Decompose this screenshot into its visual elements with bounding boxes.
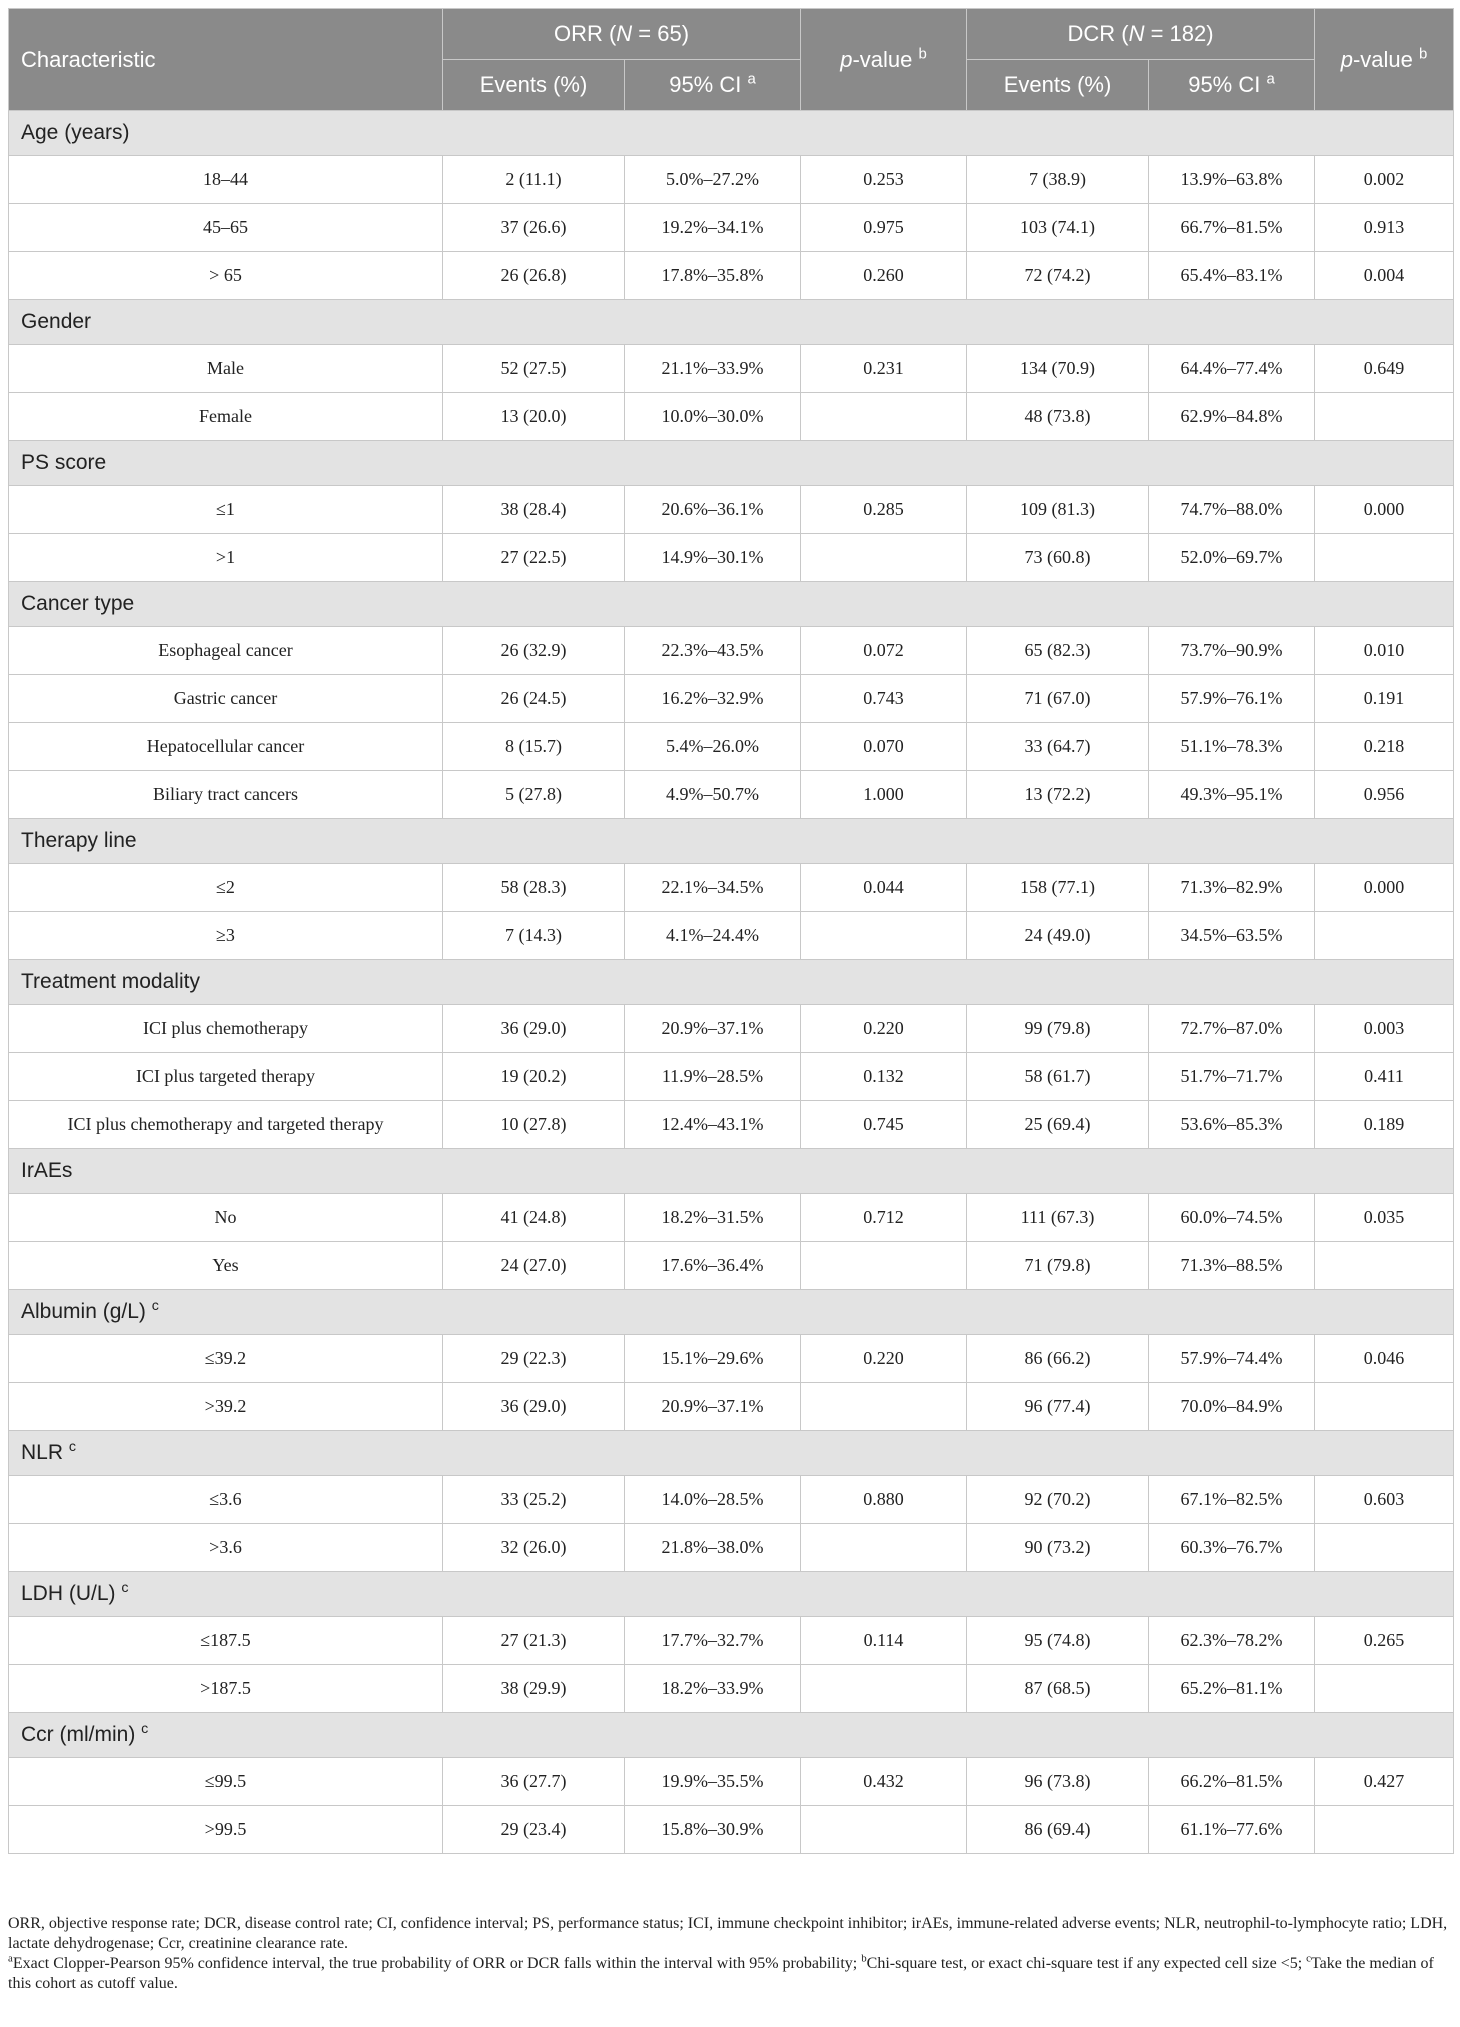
cell-subgroup: > 65 [9,252,443,300]
cell-dcr-pvalue: 0.427 [1315,1758,1454,1806]
cell-dcr-pvalue [1315,393,1454,441]
footnote-superscripts: $^a$Exact Clopper-Pearson 95% confidence interval, the true probability of ORR or DCR falls within the interval with 95% probability; $^b$Chi-square test, or exact chi-square test if any expected cell size <5; $^c$Take the median of this cohort as cutoff value. [8,1952,1434,1992]
cell-dcr-pvalue: 0.003 [1315,1005,1454,1053]
group-label-footnote-mark: c [68,1439,76,1455]
cell-orr-events: 10 (27.8) [443,1101,625,1149]
cell-orr-pvalue [801,912,967,960]
cell-orr-events: 24 (27.0) [443,1242,625,1290]
cell-dcr-ci: 64.4%–77.4% [1149,345,1315,393]
group-label [9,1290,1454,1335]
cell-orr-ci: 10.0%–30.0% [625,393,801,441]
cell-dcr-pvalue [1315,534,1454,582]
cell-dcr-events: 58 (61.7) [967,1053,1149,1101]
cell-orr-ci: 14.9%–30.1% [625,534,801,582]
cell-orr-events: 32 (26.0) [443,1524,625,1572]
cell-dcr-pvalue: 0.218 [1315,723,1454,771]
cell-dcr-pvalue [1315,1383,1454,1431]
cell-orr-ci: 22.3%–43.5% [625,627,801,675]
cell-orr-ci: 18.2%–31.5% [625,1194,801,1242]
cell-orr-pvalue: 0.231 [801,345,967,393]
cell-orr-events: 8 (15.7) [443,723,625,771]
header-characteristic: Characteristic [9,9,443,111]
cell-orr-events: 38 (28.4) [443,486,625,534]
cell-dcr-events: 111 (67.3) [967,1194,1149,1242]
table-row [9,912,1454,960]
cell-subgroup: Hepatocellular cancer [9,723,443,771]
cell-dcr-pvalue: 0.046 [1315,1335,1454,1383]
cell-orr-events: 19 (20.2) [443,1053,625,1101]
cell-orr-pvalue [801,1806,967,1854]
cell-dcr-events: 90 (73.2) [967,1524,1149,1572]
cell-orr-ci: 17.6%–36.4% [625,1242,801,1290]
cell-dcr-pvalue: 0.191 [1315,675,1454,723]
cell-dcr-events: 7 (38.9) [967,156,1149,204]
cell-orr-ci: 11.9%–28.5% [625,1053,801,1101]
cell-subgroup: Gastric cancer [9,675,443,723]
table-row [9,1617,1454,1665]
table-row [9,1005,1454,1053]
cell-dcr-pvalue: 0.004 [1315,252,1454,300]
cell-subgroup: Esophageal cancer [9,627,443,675]
cell-dcr-ci: 49.3%–95.1% [1149,771,1315,819]
cell-orr-events: 7 (14.3) [443,912,625,960]
cell-orr-events: 36 (29.0) [443,1005,625,1053]
header-orr: ORR (N = 65) [443,9,801,60]
group-label-text: Gender [21,310,92,333]
cell-orr-pvalue: 1.000 [801,771,967,819]
cell-dcr-ci: 71.3%–88.5% [1149,1242,1315,1290]
cell-orr-ci: 19.2%–34.1% [625,204,801,252]
header-orr-ci: 95% CI $^a$ [625,60,801,111]
cell-dcr-events: 99 (79.8) [967,1005,1149,1053]
cell-orr-pvalue: 0.285 [801,486,967,534]
cell-dcr-pvalue: 0.265 [1315,1617,1454,1665]
header-dcr-ci: 95% CI $^a$ [1149,60,1315,111]
cell-orr-ci: 20.9%–37.1% [625,1005,801,1053]
group-label [9,1149,1454,1194]
cell-dcr-ci: 65.2%–81.1% [1149,1665,1315,1713]
cell-dcr-ci: 57.9%–76.1% [1149,675,1315,723]
cell-orr-pvalue [801,1665,967,1713]
cell-dcr-ci: 34.5%–63.5% [1149,912,1315,960]
cell-subgroup: ≤39.2 [9,1335,443,1383]
cell-dcr-ci: 72.7%–87.0% [1149,1005,1315,1053]
cell-subgroup: Biliary tract cancers [9,771,443,819]
cell-orr-ci: 21.8%–38.0% [625,1524,801,1572]
group-label [9,300,1454,345]
cell-dcr-ci: 60.0%–74.5% [1149,1194,1315,1242]
cell-dcr-pvalue: 0.411 [1315,1053,1454,1101]
cell-orr-pvalue [801,534,967,582]
cell-orr-pvalue: 0.880 [801,1476,967,1524]
cell-dcr-pvalue: 0.010 [1315,627,1454,675]
group-header-row [9,1431,1454,1476]
cell-orr-pvalue [801,1383,967,1431]
cell-orr-ci: 19.9%–35.5% [625,1758,801,1806]
table-header [9,9,1454,111]
cell-orr-ci: 20.9%–37.1% [625,1383,801,1431]
cell-dcr-events: 92 (70.2) [967,1476,1149,1524]
table-row [9,1758,1454,1806]
cell-orr-ci: 18.2%–33.9% [625,1665,801,1713]
cell-subgroup: >39.2 [9,1383,443,1431]
cell-orr-pvalue [801,1242,967,1290]
cell-orr-events: 13 (20.0) [443,393,625,441]
cell-dcr-events: 158 (77.1) [967,864,1149,912]
cell-orr-events: 37 (26.6) [443,204,625,252]
table-row [9,1476,1454,1524]
cell-dcr-pvalue: 0.603 [1315,1476,1454,1524]
header-dcr: DCR (N = 182) [967,9,1315,60]
cell-orr-events: 27 (22.5) [443,534,625,582]
footnote-abbreviations: ORR, objective response rate; DCR, disease control rate; CI, confidence interval; PS, performance status; ICI, immune checkpoint inhibitor; irAEs, immune-related adverse events; NLR, neutrophil-to-lymphocyte ratio; LDH, lactate dehydrogenase; Ccr, creatinine clearance rate. [8,1915,1448,1952]
cell-subgroup: Yes [9,1242,443,1290]
cell-orr-events: 33 (25.2) [443,1476,625,1524]
group-header-row [9,819,1454,864]
cell-dcr-pvalue [1315,1242,1454,1290]
cell-dcr-ci: 66.7%–81.5% [1149,204,1315,252]
group-label-text: Age (years) [21,121,130,144]
cell-dcr-events: 96 (73.8) [967,1758,1149,1806]
cell-orr-pvalue: 0.132 [801,1053,967,1101]
cell-orr-ci: 21.1%–33.9% [625,345,801,393]
cell-orr-ci: 15.1%–29.6% [625,1335,801,1383]
group-label [9,819,1454,864]
group-label-footnote-mark: c [141,1721,149,1737]
cell-dcr-events: 134 (70.9) [967,345,1149,393]
cell-orr-events: 41 (24.8) [443,1194,625,1242]
cell-dcr-pvalue: 0.000 [1315,486,1454,534]
group-header-row [9,960,1454,1005]
cell-dcr-events: 86 (66.2) [967,1335,1149,1383]
cell-dcr-pvalue [1315,1806,1454,1854]
cell-orr-events: 2 (11.1) [443,156,625,204]
results-table [8,8,1454,1854]
group-header-row [9,111,1454,156]
header-dcr-events: Events (%) [967,60,1149,111]
cell-orr-pvalue: 0.975 [801,204,967,252]
cell-subgroup: Male [9,345,443,393]
group-label [9,1572,1454,1617]
cell-dcr-ci: 67.1%–82.5% [1149,1476,1315,1524]
cell-dcr-pvalue: 0.956 [1315,771,1454,819]
cell-dcr-events: 87 (68.5) [967,1665,1149,1713]
cell-subgroup: No [9,1194,443,1242]
cell-dcr-ci: 57.9%–74.4% [1149,1335,1315,1383]
cell-orr-pvalue: 0.743 [801,675,967,723]
header-dcr-pvalue: p-value $^b$ [1315,9,1454,111]
cell-dcr-ci: 51.1%–78.3% [1149,723,1315,771]
table-row [9,1194,1454,1242]
group-label-text: Ccr (ml/min) [21,1723,142,1746]
cell-dcr-ci: 65.4%–83.1% [1149,252,1315,300]
group-label-text: NLR [21,1441,69,1464]
cell-dcr-events: 33 (64.7) [967,723,1149,771]
group-header-row [9,1290,1454,1335]
cell-orr-pvalue: 0.044 [801,864,967,912]
cell-orr-ci: 4.9%–50.7% [625,771,801,819]
group-header-row [9,441,1454,486]
cell-subgroup: Female [9,393,443,441]
cell-orr-ci: 16.2%–32.9% [625,675,801,723]
table-row [9,627,1454,675]
cell-dcr-events: 13 (72.2) [967,771,1149,819]
cell-dcr-pvalue: 0.000 [1315,864,1454,912]
table-footnotes [8,1914,1453,1994]
cell-orr-ci: 12.4%–43.1% [625,1101,801,1149]
cell-dcr-events: 25 (69.4) [967,1101,1149,1149]
cell-orr-pvalue [801,393,967,441]
cell-dcr-events: 65 (82.3) [967,627,1149,675]
cell-dcr-ci: 13.9%–63.8% [1149,156,1315,204]
cell-orr-ci: 15.8%–30.9% [625,1806,801,1854]
table-row [9,864,1454,912]
cell-orr-ci: 17.8%–35.8% [625,252,801,300]
table-row [9,771,1454,819]
cell-subgroup: ICI plus chemotherapy [9,1005,443,1053]
cell-dcr-ci: 66.2%–81.5% [1149,1758,1315,1806]
table-row [9,675,1454,723]
cell-orr-ci: 14.0%–28.5% [625,1476,801,1524]
cell-dcr-pvalue: 0.913 [1315,204,1454,252]
cell-orr-ci: 5.4%–26.0% [625,723,801,771]
cell-dcr-ci: 61.1%–77.6% [1149,1806,1315,1854]
table-row [9,534,1454,582]
table-row [9,723,1454,771]
cell-orr-pvalue: 0.114 [801,1617,967,1665]
cell-dcr-events: 73 (60.8) [967,534,1149,582]
cell-dcr-pvalue [1315,1665,1454,1713]
group-header-row [9,300,1454,345]
cell-dcr-events: 24 (49.0) [967,912,1149,960]
cell-subgroup: ≤187.5 [9,1617,443,1665]
group-header-row [9,582,1454,627]
table-body [9,111,1454,1854]
cell-dcr-ci: 70.0%–84.9% [1149,1383,1315,1431]
table-row [9,156,1454,204]
cell-subgroup: ≤1 [9,486,443,534]
cell-dcr-pvalue: 0.649 [1315,345,1454,393]
cell-dcr-events: 95 (74.8) [967,1617,1149,1665]
cell-orr-pvalue: 0.253 [801,156,967,204]
cell-subgroup: >99.5 [9,1806,443,1854]
cell-dcr-pvalue: 0.035 [1315,1194,1454,1242]
header-orr-events: Events (%) [443,60,625,111]
cell-dcr-events: 48 (73.8) [967,393,1149,441]
cell-orr-events: 26 (32.9) [443,627,625,675]
cell-dcr-events: 86 (69.4) [967,1806,1149,1854]
cell-dcr-ci: 71.3%–82.9% [1149,864,1315,912]
cell-orr-pvalue: 0.070 [801,723,967,771]
group-label-footnote-mark: c [121,1580,129,1596]
cell-orr-pvalue: 0.432 [801,1758,967,1806]
cell-subgroup: >1 [9,534,443,582]
cell-dcr-events: 71 (79.8) [967,1242,1149,1290]
cell-dcr-events: 109 (81.3) [967,486,1149,534]
cell-subgroup: ICI plus chemotherapy and targeted therapy [9,1101,443,1149]
cell-dcr-ci: 74.7%–88.0% [1149,486,1315,534]
cell-orr-ci: 17.7%–32.7% [625,1617,801,1665]
cell-dcr-events: 72 (74.2) [967,252,1149,300]
cell-dcr-pvalue: 0.002 [1315,156,1454,204]
group-label-footnote-mark: c [151,1298,159,1314]
table-row [9,1242,1454,1290]
cell-orr-ci: 4.1%–24.4% [625,912,801,960]
cell-dcr-pvalue [1315,1524,1454,1572]
table-row [9,1524,1454,1572]
group-label [9,1431,1454,1476]
group-label [9,960,1454,1005]
cell-subgroup: ≥3 [9,912,443,960]
cell-orr-pvalue: 0.260 [801,252,967,300]
group-header-row [9,1149,1454,1194]
table-row [9,1806,1454,1854]
cell-orr-events: 29 (23.4) [443,1806,625,1854]
cell-dcr-ci: 60.3%–76.7% [1149,1524,1315,1572]
cell-subgroup: 18–44 [9,156,443,204]
cell-dcr-events: 103 (74.1) [967,204,1149,252]
cell-orr-pvalue: 0.712 [801,1194,967,1242]
cell-subgroup: ≤99.5 [9,1758,443,1806]
group-label [9,1713,1454,1758]
table-row [9,1383,1454,1431]
group-label-text: Albumin (g/L) [21,1300,152,1323]
cell-orr-events: 36 (29.0) [443,1383,625,1431]
group-label-text: Treatment modality [21,970,200,993]
cell-subgroup: ≤3.6 [9,1476,443,1524]
group-label-text: Therapy line [21,829,137,852]
group-label [9,441,1454,486]
group-label-text: LDH (U/L) [21,1582,122,1605]
cell-dcr-ci: 62.9%–84.8% [1149,393,1315,441]
table-row [9,486,1454,534]
cell-orr-events: 5 (27.8) [443,771,625,819]
group-label-text: PS score [21,451,107,474]
cell-subgroup: >187.5 [9,1665,443,1713]
table-row [9,204,1454,252]
cell-dcr-ci: 62.3%–78.2% [1149,1617,1315,1665]
cell-orr-events: 27 (21.3) [443,1617,625,1665]
cell-dcr-ci: 73.7%–90.9% [1149,627,1315,675]
cell-dcr-ci: 53.6%–85.3% [1149,1101,1315,1149]
group-header-row [9,1713,1454,1758]
cell-dcr-events: 71 (67.0) [967,675,1149,723]
group-header-row [9,1572,1454,1617]
cell-subgroup: ≤2 [9,864,443,912]
cell-orr-ci: 22.1%–34.5% [625,864,801,912]
table-row [9,1665,1454,1713]
cell-dcr-ci: 52.0%–69.7% [1149,534,1315,582]
group-label [9,111,1454,156]
cell-orr-events: 36 (27.7) [443,1758,625,1806]
cell-orr-pvalue [801,1524,967,1572]
cell-orr-pvalue: 0.220 [801,1005,967,1053]
table-row [9,393,1454,441]
table-row [9,252,1454,300]
cell-subgroup: 45–65 [9,204,443,252]
group-label [9,582,1454,627]
table-row [9,345,1454,393]
cell-orr-pvalue: 0.072 [801,627,967,675]
cell-dcr-pvalue: 0.189 [1315,1101,1454,1149]
cell-dcr-ci: 51.7%–71.7% [1149,1053,1315,1101]
cell-orr-events: 26 (24.5) [443,675,625,723]
table-row [9,1053,1454,1101]
cell-orr-events: 52 (27.5) [443,345,625,393]
header-orr-pvalue: p-value $^b$ [801,9,967,111]
cell-orr-pvalue: 0.220 [801,1335,967,1383]
cell-subgroup: ICI plus targeted therapy [9,1053,443,1101]
cell-dcr-events: 96 (77.4) [967,1383,1149,1431]
cell-orr-events: 29 (22.3) [443,1335,625,1383]
cell-dcr-pvalue [1315,912,1454,960]
cell-subgroup: >3.6 [9,1524,443,1572]
cell-orr-events: 38 (29.9) [443,1665,625,1713]
cell-orr-events: 26 (26.8) [443,252,625,300]
group-label-text: IrAEs [21,1159,73,1182]
cell-orr-events: 58 (28.3) [443,864,625,912]
table-row [9,1101,1454,1149]
table-row [9,1335,1454,1383]
group-label-text: Cancer type [21,592,135,615]
cell-orr-pvalue: 0.745 [801,1101,967,1149]
cell-orr-ci: 20.6%–36.1% [625,486,801,534]
cell-orr-ci: 5.0%–27.2% [625,156,801,204]
